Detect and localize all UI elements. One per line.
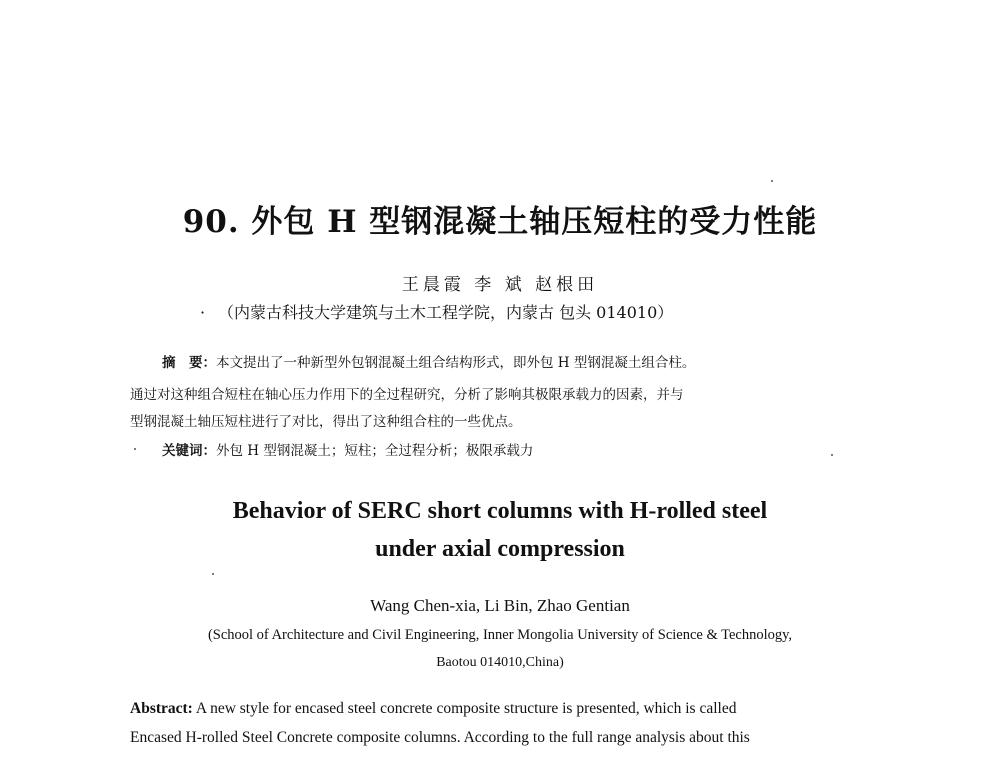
english-title-line-2: under axial compression [375, 536, 625, 562]
chinese-authors: 王晨霞 李 斌 赵根田 [401, 275, 599, 295]
chinese-affiliation [200, 300, 673, 323]
chinese-abstract-text-1: 本文提出了一种新型外包钢混凝土组合结构形式，即外包 H 型钢混凝土组合柱。 [216, 355, 696, 371]
chinese-abstract-line-1 [162, 351, 695, 371]
english-abstract-label: Abstract: [130, 700, 193, 717]
margin-mark: · [200, 303, 206, 322]
english-affiliation-line-2: Baotou 014010,China) [436, 655, 564, 670]
scan-speck [831, 454, 833, 456]
english-authors: Wang Chen-xia, Li Bin, Zhao Gentian [370, 596, 630, 615]
chinese-affiliation-text: （内蒙古科技大学建筑与土木工程学院，内蒙古 包头 014010） [218, 303, 674, 322]
scan-speck [771, 180, 773, 182]
chinese-abstract-line-2: 通过对这种组合短柱在轴心压力作用下的全过程研究，分析了影响其极限承载力的因素，并与 [130, 387, 684, 403]
chinese-keywords-label: 关键词： [162, 443, 216, 459]
scan-speck [134, 448, 136, 450]
chinese-keywords-text: 外包 H 型钢混凝土；短柱；全过程分析；极限承载力 [216, 443, 534, 459]
chinese-abstract-line-3: 型钢混凝土轴压短柱进行了对比，得出了这种组合柱的一些优点。 [130, 414, 522, 430]
chinese-keywords [162, 439, 533, 459]
chinese-abstract-label: 摘 要： [162, 355, 216, 371]
english-title-line-1: Behavior of SERC short columns with H-rolled steel [232, 498, 768, 524]
english-affiliation-line-1: (School of Architecture and Civil Engineering, Inner Mongolia University of Science & Technology, [207, 627, 793, 643]
english-abstract-line-1 [130, 700, 736, 718]
english-abstract-text-1: A new style for encased steel concrete composite structure is presented, which is called [192, 700, 737, 717]
chinese-title: 90. 外包 H 型钢混凝土轴压短柱的受力性能 [182, 204, 818, 240]
scan-speck [212, 573, 214, 575]
english-abstract-line-2: Encased H-rolled Steel Concrete composite columns. According to the full range analysis about this [130, 729, 750, 746]
